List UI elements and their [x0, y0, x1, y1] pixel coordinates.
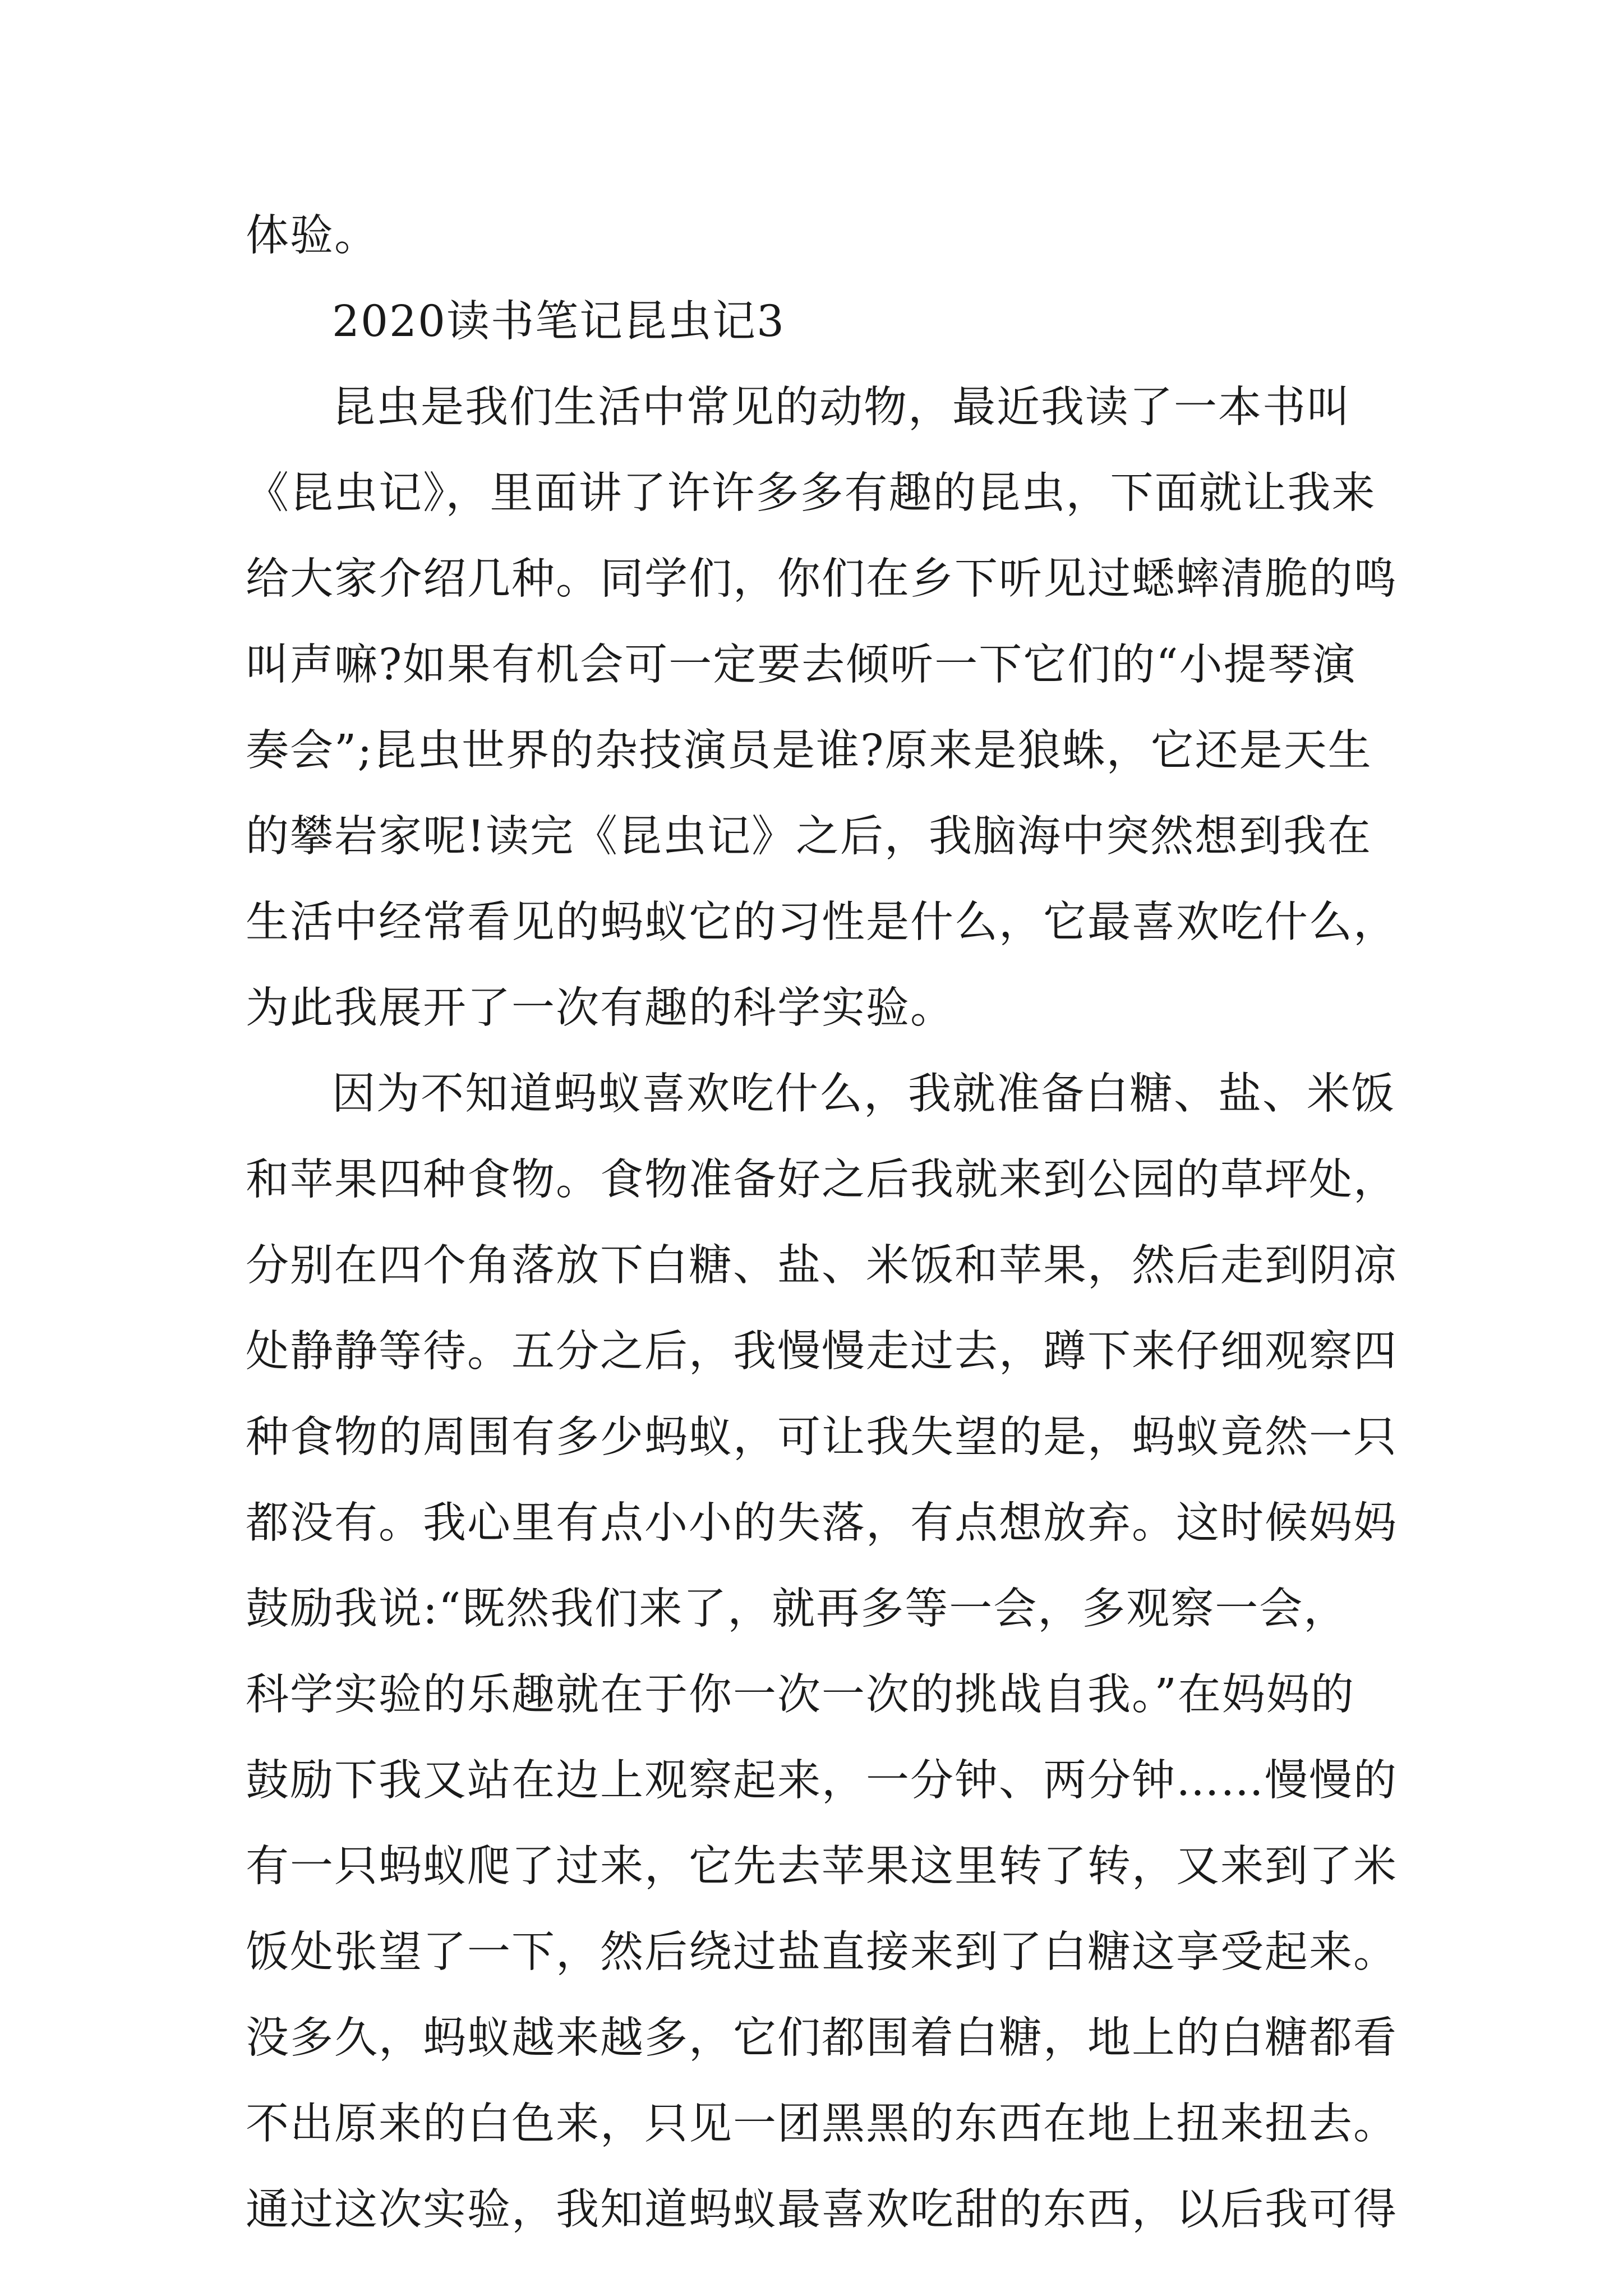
text-line: 种食物的周围有多少蚂蚁，可让我失望的是，蚂蚁竟然一只	[246, 1412, 1398, 1462]
text-line: 和苹果四种食物。食物准备好之后我就来到公园的草坪处，	[246, 1155, 1398, 1205]
text-line: 不出原来的白色来，只见一团黑黑的东西在地上扭来扭去。	[246, 2099, 1398, 2149]
text-line: 《昆虫记》，里面讲了许许多多有趣的昆虫，下面就让我来	[246, 468, 1376, 518]
text-line: 分别在四个角落放下白糖、盐、米饭和苹果，然后走到阴凉	[246, 1241, 1398, 1291]
text-line: 处静静等待。五分之后，我慢慢走过去，蹲下来仔细观察四	[246, 1327, 1398, 1377]
text-line: 鼓励我说:“既然我们来了，就再多等一会，多观察一会，	[246, 1584, 1348, 1634]
section-heading: 2020读书笔记昆虫记3	[332, 297, 785, 347]
text-line: 叫声嘛?如果有机会可一定要去倾听一下它们的“小提琴演	[246, 640, 1357, 690]
text-line: 都没有。我心里有点小小的失落，有点想放弃。这时候妈妈	[246, 1498, 1398, 1548]
text-line: 的攀岩家呢!读完《昆虫记》之后，我脑海中突然想到我在	[246, 812, 1372, 862]
text-line: 鼓励下我又站在边上观察起来，一分钟、两分钟……慢慢的	[246, 1756, 1398, 1806]
text-line: 给大家介绍几种。同学们，你们在乡下听见过蟋蟀清脆的鸣	[246, 554, 1398, 604]
text-line: 奏会”;昆虫世界的杂技演员是谁?原来是狼蛛，它还是天生	[246, 726, 1372, 776]
text-line: 科学实验的乐趣就在于你一次一次的挑战自我。”在妈妈的	[246, 1670, 1355, 1720]
text-line: 昆虫是我们生活中常见的动物，最近我读了一本书叫	[332, 383, 1351, 432]
text-line: 因为不知道蚂蚁喜欢吃什么，我就准备白糖、盐、米饭	[332, 1069, 1395, 1119]
text-line: 饭处张望了一下，然后绕过盐直接来到了白糖这享受起来。	[246, 1927, 1398, 1977]
text-line: 体验。	[246, 211, 379, 261]
text-line: 没多久，蚂蚁越来越多，它们都围着白糖，地上的白糖都看	[246, 2013, 1398, 2063]
text-line: 生活中经常看见的蚂蚁它的习性是什么，它最喜欢吃什么，	[246, 898, 1398, 947]
text-line: 通过这次实验，我知道蚂蚁最喜欢吃甜的东西，以后我可得	[246, 2185, 1398, 2235]
text-line: 为此我展开了一次有趣的科学实验。	[246, 983, 955, 1033]
text-line: 有一只蚂蚁爬了过来，它先去苹果这里转了转，又来到了米	[246, 1842, 1398, 1892]
